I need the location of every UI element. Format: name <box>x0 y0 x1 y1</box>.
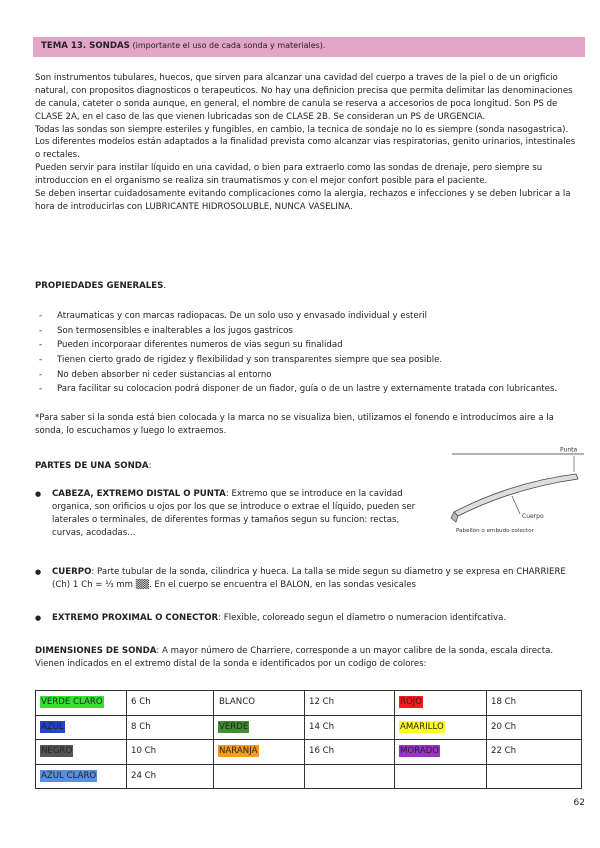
properties-title: PROPIEDADES GENERALES <box>35 281 164 291</box>
color-swatch-label: VERDE <box>219 721 249 732</box>
parts-heading: PARTES DE UNA SONDA: <box>35 461 152 471</box>
color-swatch-label: ROJO <box>400 697 423 708</box>
color-name-cell <box>214 715 305 740</box>
color-name-cell <box>395 764 487 789</box>
charriere-size-cell: 8 Ch <box>127 715 214 740</box>
sonda-diagram <box>452 446 584 540</box>
charriere-size-cell <box>305 764 395 789</box>
part-body-item <box>35 566 580 592</box>
list-item: - Pueden incorporaar diferentes numeros de vias segun su finalidad <box>35 339 580 352</box>
properties-note: *Para saber si la sonda está bien colocada y la marca no se visualiza bien, utilizamos el fonendo e introducimos aire a la sonda, lo escuchamos y luego lo extraemos. <box>35 413 554 436</box>
intro-paragraph-3: Pueden servir para instilar líquido en una cavidad, o bien para extraerlo como las sondas de drenaje, pero siempre su introduccion en el organismo se realiza sin traumatismos y con el mejor confort posible para el paciente. <box>35 163 543 187</box>
list-item: ● CABEZA, EXTREMO DISTAL O PUNTA: Extremo que se introduce en la cavidad organica, son orificios u ojos por los que se introduce o extrae el líquido, pueden ser laterales o terminales, de diferentes formas y tamaños segun su funcion: rectas, curvas, acodadas... <box>35 488 425 540</box>
charriere-size-cell: 22 Ch <box>487 740 582 765</box>
color-swatch-label: BLANCO <box>219 697 255 708</box>
color-swatch-label: VERDE CLARO <box>41 697 103 708</box>
charriere-size-cell: 16 Ch <box>305 740 395 765</box>
part-connector-item <box>35 612 580 625</box>
intro-paragraph-4: Se deben insertar cuidadosamente evitando complicaciones como la alergia, rechazos e infecciones y se deben lubricar a la hora de introducirlas con LUBRICANTE HIDROSOLUBLE, NUNCA VASELINA. <box>35 189 571 212</box>
color-swatch-label: AMARILLO <box>400 721 444 732</box>
list-item: - No deben absorber ni ceder sustancias al entorno <box>35 369 580 382</box>
color-name-cell <box>395 740 487 765</box>
color-name-cell <box>36 715 127 740</box>
color-name-cell <box>395 715 487 740</box>
list-item: - Para facilitar su colocacion podrá disponer de un fiador, guía o de un lastre y externamente tratada con lubricantes. <box>35 383 580 396</box>
part-head-item <box>35 488 425 540</box>
catheter-body-shape <box>454 474 578 516</box>
list-item: - Atraumaticas y con marcas radiopacas. De un solo uso y envasado individual y esteril <box>35 310 580 323</box>
color-name-cell <box>214 764 305 789</box>
dimensions-title: DIMENSIONES DE SONDA <box>35 646 157 656</box>
color-swatch-label: MORADO <box>400 746 440 757</box>
table-row <box>36 764 582 789</box>
color-name-cell <box>214 691 305 716</box>
intro-paragraph-2: Todas las sondas son siempre esteriles y fungibles, en cambio, la tecnica de sondaje no lo es siempre (sonda nasogastrica). Los diferentes modelos están adaptados a la finalidad prevista como alcanzar vias respiratorias, genito urinarios, intestinales o rectales. <box>35 124 576 161</box>
properties-heading: PROPIEDADES GENERALES. <box>35 281 167 291</box>
parts-title: PARTES DE UNA SONDA <box>35 461 149 471</box>
list-item: ● EXTREMO PROXIMAL O CONECTOR: Flexible, coloreado segun el diametro o numeracion identifcativa. <box>35 612 580 625</box>
intro-section <box>35 72 580 214</box>
topic-subtitle: (importante el uso de cada sonda y materiales). <box>132 41 326 50</box>
color-name-cell <box>36 691 127 716</box>
table-row <box>36 740 582 765</box>
list-item: - Tienen cierto grado de rigidez y flexibilidad y son transparentes siempre que sea posible. <box>35 354 580 367</box>
charriere-size-cell: 6 Ch <box>127 691 214 716</box>
color-swatch-label: AZUL CLARO <box>41 770 97 781</box>
color-name-cell <box>36 764 127 789</box>
diagram-tip-label: Punta <box>560 446 578 454</box>
dimensions-section: DIMENSIONES DE SONDA: A mayor número de Charriere, corresponde a un mayor calibre de la sonda, escala directa. Vienen indicados en el extremo distal de la sonda e identificados por un codigo de colores: <box>35 646 554 669</box>
table-row <box>36 715 582 740</box>
color-swatch-label: NARANJA <box>219 746 258 757</box>
color-name-cell <box>395 691 487 716</box>
charriere-size-cell: 10 Ch <box>127 740 214 765</box>
color-name-cell <box>36 740 127 765</box>
topic-title: TEMA 13. SONDAS <box>41 41 130 51</box>
diagram-body-leader <box>512 496 520 514</box>
color-code-table <box>35 690 582 789</box>
topic-title-bar <box>33 37 585 57</box>
charriere-size-cell: 24 Ch <box>127 764 214 789</box>
table-row <box>36 691 582 716</box>
list-item: ● CUERPO: Parte tubular de la sonda, cilindrica y hueca. La talla se mide segun su diametro y se expresa en CHARRIERE (Ch) 1 Ch = ⅓ mm ▒▒. En el cuerpo se encuentra el BALON, en las sondas vesicales <box>35 566 580 592</box>
color-swatch-label: NEGRO <box>41 746 73 757</box>
charriere-size-cell <box>487 764 582 789</box>
diagram-body-label: Cuerpo <box>522 513 544 520</box>
list-item: - Son termosensibles e inalterables a los jugos gastricos <box>35 325 580 338</box>
charriere-size-cell: 20 Ch <box>487 715 582 740</box>
diagram-pavilion-label: Pabellón o embudo colector <box>456 528 534 534</box>
charriere-size-cell: 18 Ch <box>487 691 582 716</box>
charriere-size-cell: 14 Ch <box>305 715 395 740</box>
properties-list <box>35 310 580 398</box>
color-name-cell <box>214 740 305 765</box>
charriere-size-cell: 12 Ch <box>305 691 395 716</box>
intro-paragraph-1: Son instrumentos tubulares, huecos, que sirven para alcanzar una cavidad del cuerpo a traves de la piel o de un origficio natural, con propositos diagnosticos o terapeuticos. No hay una definicion precisa que permita delimitar las denominaciones de canula, cateter o sonda aunque, en general, el nombre de canula se reserva a accesorios de poca longitud. Son PS de CLASE 2A, en el caso de las que vienen lubricadas son de CLASE 2B. Se consideran un PS de URGENCIA. <box>35 73 573 122</box>
color-swatch-label: AZUL <box>41 721 64 732</box>
page-number: 62 <box>573 798 585 808</box>
